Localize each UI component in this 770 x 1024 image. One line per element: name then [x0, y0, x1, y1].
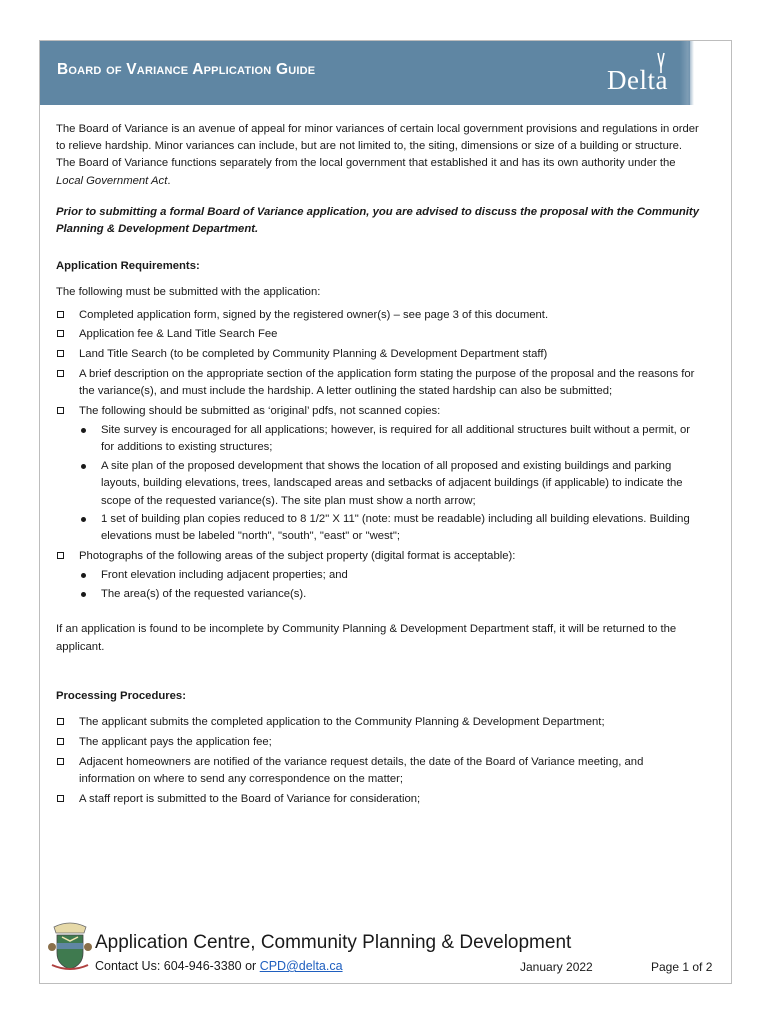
footer-title: Application Centre, Community Planning & Development [95, 932, 572, 953]
main-content [56, 121, 702, 810]
checkbox-icon [57, 758, 64, 765]
photos-sublist [79, 567, 702, 603]
page-number: Page 1 of 2 [651, 960, 713, 974]
document-page [39, 40, 732, 984]
list-item-text: Land Title Search (to be completed by Community Planning & Development Department staff) [79, 348, 548, 361]
bullet-icon [81, 573, 86, 578]
list-item-text: The applicant submits the completed application to the Community Planning & Development Department; [79, 715, 605, 728]
checkbox-icon [57, 738, 64, 745]
checkbox-icon [57, 311, 64, 318]
list-item [56, 714, 702, 731]
list-item [56, 403, 702, 546]
contact-line [95, 959, 343, 973]
requirements-lead: The following must be submitted with the application: [56, 286, 321, 299]
list-item-text: A staff report is submitted to the Board of Variance for consideration; [79, 792, 421, 805]
contact-text: Contact Us: 604-946-3380 or [95, 959, 260, 973]
originals-sublist [79, 422, 702, 545]
sublist-item-text: The area(s) of the requested variance(s). [101, 588, 307, 601]
checkbox-icon [57, 552, 64, 559]
sublist-item [79, 567, 702, 584]
logo-text: Delta [607, 65, 668, 95]
bullet-icon [81, 428, 86, 433]
list-item-text: A brief description on the appropriate section of the application form stating the purpose of the proposal and the reasons for the variance(s), and must include the hardship. A letter outlining the stated hardship can also be submitted; [79, 368, 695, 398]
delta-crest-icon [48, 921, 92, 973]
intro-paragraph [56, 121, 702, 190]
advice-paragraph: Prior to submitting a formal Board of Variance application, you are advised to discuss the proposal with the Community Planning & Development Department. [56, 205, 699, 236]
checkbox-icon [57, 370, 64, 377]
list-item [56, 754, 702, 788]
sublist-item-text: Front elevation including adjacent properties; and [101, 569, 348, 582]
list-item-text: Adjacent homeowners are notified of the variance request details, the date of the Board of Variance meeting, and information on where to send any correspondence on the matter; [79, 755, 644, 785]
list-item [56, 548, 702, 603]
procedures-list [56, 714, 702, 808]
list-item-text: The applicant pays the application fee; [79, 735, 272, 748]
list-item-text: The following should be submitted as ‘original’ pdfs, not scanned copies: [79, 405, 441, 418]
bullet-icon [81, 517, 86, 522]
checkbox-icon [57, 350, 64, 357]
sublist-item [79, 458, 702, 510]
header-banner [40, 41, 690, 105]
act-name: Local Government Act [56, 174, 168, 187]
checkbox-icon [57, 407, 64, 414]
banner-brush-edge [680, 41, 694, 105]
list-item [56, 307, 702, 324]
list-item-text: Photographs of the following areas of the subject property (digital format is acceptable): [79, 550, 516, 563]
intro-text-end: . [167, 174, 171, 187]
list-item [56, 791, 702, 808]
list-item [56, 734, 702, 751]
list-item [56, 366, 702, 400]
checkbox-icon [57, 718, 64, 725]
incomplete-note: If an application is found to be incomplete by Community Planning & Development Department staff, it will be returned to the applicant. [56, 623, 677, 653]
sublist-item [79, 586, 702, 603]
email-link[interactable]: CPD@delta.ca [259, 959, 343, 973]
sublist-item-text: Site survey is encouraged for all applications; however, is required for all additional structures built without a permit, or for additions to existing structures; [101, 424, 690, 454]
list-item [56, 326, 702, 343]
list-item-text: Completed application form, signed by the registered owner(s) – see page 3 of this document. [79, 308, 549, 321]
checkbox-icon [57, 795, 64, 802]
sublist-item-text: A site plan of the proposed development that shows the location of all proposed and existing buildings and parking layouts, building elevations, trees, landscaped areas and setbacks of adjacent buildings (if applicable) to indicate the scope of the requested variance(s). The site plan must show a north arrow; [101, 460, 683, 507]
sublist-item [79, 422, 702, 456]
requirements-heading: Application Requirements: [56, 260, 200, 273]
delta-logo [605, 49, 685, 99]
procedures-heading: Processing Procedures: [56, 689, 186, 702]
bullet-icon [81, 464, 86, 469]
list-item-text: Application fee & Land Title Search Fee [79, 328, 278, 341]
sublist-item [79, 511, 702, 545]
intro-text: The Board of Variance is an avenue of appeal for minor variances of certain local government provisions and regulations in order to relieve hardship. Minor variances can include, but are not limited to, the siting, dimensions or size of a building or structure. The Board of Variance functions separately from the local government that established it and has its own authority under the [56, 123, 699, 170]
checkbox-icon [57, 330, 64, 337]
sublist-item-text: 1 set of building plan copies reduced to 8 1/2" X 11" (note: must be readable) including all building elevations. Building elevations must be labeled "north", "south", "east" or "west"; [101, 513, 690, 543]
requirements-list [56, 307, 702, 604]
list-item [56, 346, 702, 363]
page-title: Board of Variance Application Guide [57, 61, 316, 78]
footer-date: January 2022 [520, 960, 593, 974]
bullet-icon [81, 592, 86, 597]
page-footer [40, 919, 733, 985]
